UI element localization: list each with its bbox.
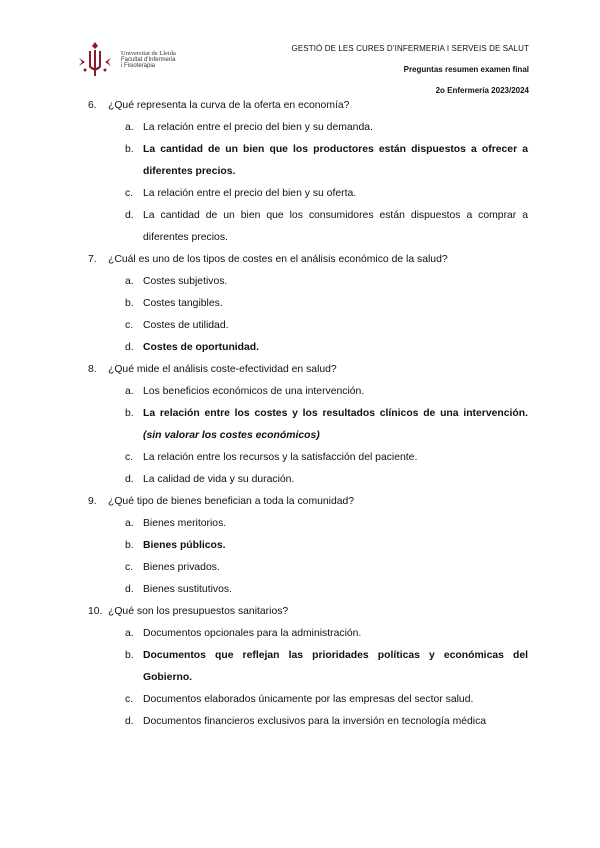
university-name-line2: Facultat d'Infermeria xyxy=(121,57,176,63)
option-c: c. Documentos elaborados únicamente por las empresas del sector salud. xyxy=(125,694,474,705)
option-d: d. La cantidad de un bien que los consumidores están dispuestos a comprar a diferentes precios. xyxy=(125,210,528,243)
university-logo xyxy=(75,40,185,80)
option-b-correct: b. Documentos que reflejan las prioridades políticas y económicas del Gobierno. xyxy=(125,650,528,683)
question-8 xyxy=(88,359,528,491)
university-name-line1: Universitat de Lleida xyxy=(121,50,176,57)
option-b-correct: b. La relación entre los costes y los resultados clínicos de una intervención. (sin valorar los costes económicos) xyxy=(125,408,528,441)
header-course-title: GESTIÓ DE LES CURES D’INFERMERIA I SERVEIS DE SALUT xyxy=(291,44,529,53)
question-9 xyxy=(88,491,528,601)
option-d: d. Documentos financieros exclusivos para la inversión en tecnología médica xyxy=(125,716,487,727)
question-6 xyxy=(88,95,528,249)
option-b-correct: b. La cantidad de un bien que los productores están dispuestos a ofrecer a diferentes precios. xyxy=(125,144,528,177)
option-a: a. Bienes meritorios. xyxy=(125,518,227,529)
option-c: c. Costes de utilidad. xyxy=(125,320,229,331)
header-document-title: Preguntas resumen examen final xyxy=(403,65,529,74)
option-d: d. Bienes sustitutivos. xyxy=(125,584,232,595)
option-b: b. Costes tangibles. xyxy=(125,298,223,309)
option-c: c. Bienes privados. xyxy=(125,562,220,573)
option-a: a. La relación entre el precio del bien y su demanda. xyxy=(125,122,373,133)
option-b-correct: b. Bienes públicos. xyxy=(125,540,226,551)
question-list xyxy=(88,95,528,733)
header-course-year: 2o Enfermería 2023/2024 xyxy=(435,86,529,95)
option-a: a. Los beneficios económicos de una intervención. xyxy=(125,386,365,397)
option-a: a. Costes subjetivos. xyxy=(125,276,228,287)
question-text: 7. ¿Cuál es uno de los tipos de costes en el análisis económico de la salud? xyxy=(88,254,448,265)
university-crest-icon xyxy=(75,40,115,80)
question-text: 6. ¿Qué representa la curva de la oferta en economía? xyxy=(88,100,350,111)
university-name xyxy=(121,51,176,69)
question-text: 10. ¿Qué son los presupuestos sanitarios? xyxy=(88,606,289,617)
option-d-correct: d. Costes de oportunidad. xyxy=(125,342,260,353)
option-c: c. La relación entre los recursos y la satisfacción del paciente. xyxy=(125,452,418,463)
question-10 xyxy=(88,601,528,733)
university-name-line3: i Fisioteràpia xyxy=(121,63,156,69)
option-a: a. Documentos opcionales para la administración. xyxy=(125,628,362,639)
question-text: 8. ¿Qué mide el análisis coste-efectividad en salud? xyxy=(88,364,337,375)
question-text: 9. ¿Qué tipo de bienes benefician a toda la comunidad? xyxy=(88,496,355,507)
option-c: c. La relación entre el precio del bien y su oferta. xyxy=(125,188,357,199)
page-header xyxy=(292,38,529,101)
option-d: d. La calidad de vida y su duración. xyxy=(125,474,295,485)
question-7 xyxy=(88,249,528,359)
answer-note: (sin valorar los costes económicos) xyxy=(143,430,320,441)
